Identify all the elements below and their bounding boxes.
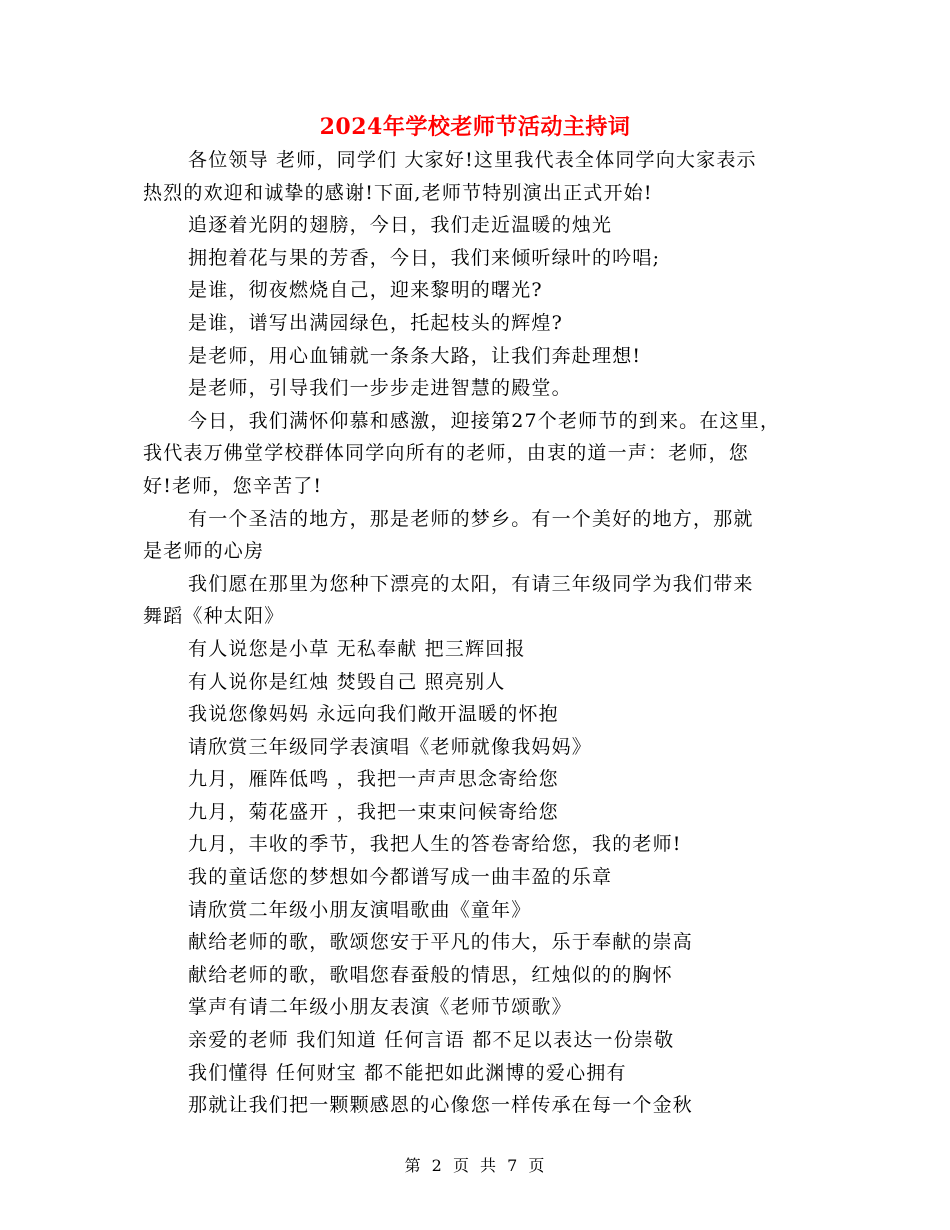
- document-body: [143, 144, 823, 1122]
- paragraph-line: 九月，丰收的季节，我把人生的答卷寄给您，我的老师!: [188, 833, 682, 856]
- paragraph-continuation-line: 我代表万佛堂学校群体同学向所有的老师，由衷的道一声：老师，您: [143, 442, 750, 465]
- paragraph-line: 请欣赏三年级同学表演唱《老师就像我妈妈》: [188, 735, 593, 758]
- paragraph-line: 请欣赏二年级小朋友演唱歌曲《童年》: [188, 898, 532, 921]
- paragraph-line: 各位领导 老师，同学们 大家好!这里我代表全体同学向大家表示: [188, 149, 757, 171]
- paragraph-line: 有一个圣洁的地方，那是老师的梦乡。有一个美好的地方，那就: [188, 507, 754, 530]
- paragraph-line: 献给老师的歌，歌唱您春蚕般的情思，红烛似的的胸怀: [188, 963, 673, 986]
- paragraph-line: 是老师，引导我们一步步走进智慧的殿堂。: [188, 377, 572, 400]
- paragraph-line: 我们愿在那里为您种下漂亮的太阳，有请三年级同学为我们带来: [188, 572, 754, 595]
- paragraph-line: 我说您像妈妈 永远向我们敞开温暖的怀抱: [188, 703, 559, 726]
- paragraph-line: 是谁，彻夜燃烧自己，迎来黎明的曙光?: [188, 279, 543, 302]
- document-title: 2024年学校老师节活动主持词: [319, 114, 631, 140]
- paragraph-line: 那就让我们把一颗颗感恩的心像您一样传承在每一个金秋: [188, 1094, 694, 1117]
- paragraph-line: 追逐着光阴的翅膀，今日，我们走近温暖的烛光: [188, 214, 613, 237]
- page-footer: 第 2 页 共 7 页: [404, 1156, 546, 1175]
- paragraph-continuation-line: 好!老师，您辛苦了!: [143, 474, 323, 497]
- paragraph-line: 今日，我们满怀仰慕和感激，迎接第27个老师节的到来。在这里，: [188, 409, 781, 432]
- paragraph-continuation-line: 是老师的心房: [143, 540, 265, 563]
- paragraph-line: 拥抱着花与果的芳香，今日，我们来倾听绿叶的吟唱;: [188, 246, 661, 269]
- paragraph-line: 掌声有请二年级小朋友表演《老师节颂歌》: [188, 996, 572, 1019]
- paragraph-line: 九月，菊花盛开 ，我把一束束问候寄给您: [188, 800, 559, 823]
- paragraph-line: 有人说你是红烛 焚毁自己 照亮别人: [188, 670, 506, 693]
- paragraph-line: 是老师，用心血铺就一条条大路，让我们奔赴理想!: [188, 344, 642, 367]
- paragraph-line: 献给老师的歌，歌颂您安于平凡的伟大，乐于奉献的崇高: [188, 931, 694, 954]
- paragraph-line: 亲爱的老师 我们知道 任何言语 都不足以表达一份崇敬: [188, 1029, 675, 1052]
- paragraph-line: 我们懂得 任何财宝 都不能把如此渊博的爱心拥有: [188, 1061, 627, 1084]
- paragraph-continuation-line: 热烈的欢迎和诚挚的感谢!下面,老师节特别演出正式开始!: [143, 181, 653, 204]
- paragraph-line: 我的童话您的梦想如今都谱写成一曲丰盈的乐章: [188, 866, 613, 889]
- paragraph-line: 是谁，谱写出满园绿色，托起枝头的辉煌?: [188, 311, 563, 334]
- paragraph-continuation-line: 舞蹈《种太阳》: [143, 605, 285, 628]
- paragraph-line: 有人说您是小草 无私奉献 把三辉回报: [188, 637, 526, 660]
- paragraph-line: 九月，雁阵低鸣 ，我把一声声思念寄给您: [188, 768, 559, 791]
